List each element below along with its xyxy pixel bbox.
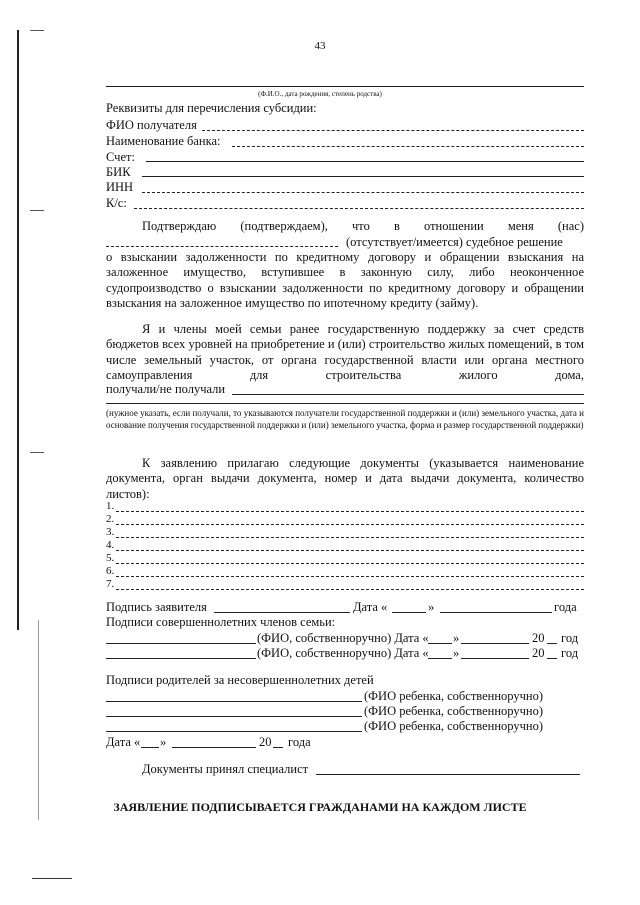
doc-number: 5. [106, 552, 115, 564]
child-fio-label-2: (ФИО ребенка, собственноручно) [364, 704, 544, 718]
bottom-date-label: Дата « [106, 735, 141, 749]
court-decision-field[interactable] [106, 246, 338, 247]
doc-line-2[interactable] [116, 524, 584, 525]
specialist-label: Документы принял специалист [142, 762, 309, 776]
header-fill-line [106, 86, 584, 87]
bank-label: Наименование банка: [106, 134, 221, 148]
doc-line-3[interactable] [116, 537, 584, 538]
bottom-date-close: » [160, 735, 167, 749]
para1-line2-suffix: (отсутствует/имеется) судебное решение [346, 235, 563, 249]
requisites-title: Реквизиты для перечисления субсидии: [106, 101, 317, 115]
ks-field[interactable] [134, 208, 584, 209]
adult-year-20-2: 20 [532, 646, 545, 660]
adult-year-label-1: год [561, 631, 579, 645]
date-label: Дата « [353, 600, 388, 614]
child-fio-label-1: (ФИО ребенка, собственноручно) [364, 689, 544, 703]
para1-line1: Подтверждаю (подтверждаем), что в отношении меня (нас) [142, 219, 584, 233]
date-day-field[interactable] [392, 612, 426, 613]
account-label: Счет: [106, 150, 135, 164]
inn-field[interactable] [142, 192, 584, 193]
scan-tick [30, 30, 44, 31]
adult-fio-label-2: (ФИО, собственноручно) Дата « [257, 646, 429, 660]
adult-date-month-2[interactable] [461, 658, 529, 659]
bik-label: БИК [106, 165, 131, 179]
applicant-sign-field[interactable] [214, 612, 350, 613]
fio-label: ФИО получателя [106, 118, 197, 132]
child-fio-label-3: (ФИО ребенка, собственноручно) [364, 719, 544, 733]
scan-binding-edge [17, 30, 19, 630]
page-number: 43 [314, 40, 326, 52]
adult-date-day-1[interactable] [428, 643, 452, 644]
adult-date-close-1: » [453, 631, 460, 645]
doc-line-7[interactable] [116, 589, 584, 590]
scan-binding-edge-faint [38, 620, 39, 820]
para2-text: Я и члены моей семьи ранее государственную поддержку за счет средств бюджетов всех уровней на приобретение и (или) строительство жилых помещений, в том числе земельный участок, от органа государственной власти или органа местного самоуправления для строительства жилого дома, [106, 322, 584, 382]
para3-text: К заявлению прилагаю следующие документы (указывается наименование документа, орган выдачи документа, номер и дата выдачи документа, количество листов): [106, 456, 584, 501]
adult-date-day-2[interactable] [428, 658, 452, 659]
doc-line-5[interactable] [116, 563, 584, 564]
date-close: » [428, 600, 435, 614]
adult-sign-field-1[interactable] [106, 643, 256, 644]
doc-number: 6. [106, 565, 115, 577]
adult-sign-field-2[interactable] [106, 658, 256, 659]
fio-field[interactable] [202, 130, 584, 131]
bottom-year-field[interactable] [273, 747, 283, 748]
support-note: (нужное указать, если получали, то указываются получатели государственной поддержки и (или) земельного участка, дата и основание получения государственной поддержки и (или) земельного участка, форма и размер государственной поддержки) [106, 408, 584, 430]
inn-label: ИНН [106, 180, 134, 194]
adult-date-month-1[interactable] [461, 643, 529, 644]
adult-fio-label-1: (ФИО, собственноручно) Дата « [257, 631, 429, 645]
support-field[interactable] [232, 394, 584, 395]
doc-number: 1. [106, 500, 115, 512]
para2-last: получали/не получали [106, 382, 226, 396]
doc-line-4[interactable] [116, 550, 584, 551]
bottom-year-label: года [288, 735, 311, 749]
applicant-sign-label: Подпись заявителя [106, 600, 207, 614]
doc-number: 3. [106, 526, 115, 538]
ks-label: К/с: [106, 196, 127, 210]
bottom-year-20: 20 [259, 735, 272, 749]
adult-year-field-1[interactable] [547, 643, 557, 644]
bank-field[interactable] [232, 146, 584, 147]
bik-field[interactable] [142, 176, 584, 177]
header-caption: (Ф.И.О., дата рождения, степень родства) [258, 90, 382, 98]
doc-number: 7. [106, 578, 115, 590]
support-field-2[interactable] [106, 403, 584, 404]
footer-notice: ЗАЯВЛЕНИЕ ПОДПИСЫВАЕТСЯ ГРАЖДАНАМИ НА КАЖДОМ ЛИСТЕ [113, 800, 527, 814]
parents-title: Подписи родителей за несовершеннолетних детей [106, 673, 374, 687]
adult-year-label-2: год [561, 646, 579, 660]
scan-foot-mark [32, 878, 72, 879]
adults-title: Подписи совершеннолетних членов семьи: [106, 615, 336, 629]
specialist-field[interactable] [316, 774, 580, 775]
child-sign-field-3[interactable] [106, 731, 362, 732]
doc-number: 4. [106, 539, 115, 551]
bottom-date-day[interactable] [141, 747, 159, 748]
adult-year-20-1: 20 [532, 631, 545, 645]
para1-rest: о взыскании задолженности по кредитному договору и обращении взыскания на заложенное имущество, вступившее в законную силу, либо неоконченное судопроизводство о взыскании задолженности по кредитному договору и обращении взыскания на заложенное имущество по ипотечному кредиту (займу). [106, 250, 584, 310]
bottom-date-month[interactable] [172, 747, 256, 748]
doc-line-1[interactable] [116, 511, 584, 512]
scan-tick [30, 210, 44, 211]
child-sign-field-1[interactable] [106, 701, 362, 702]
date-month-field[interactable] [440, 612, 552, 613]
doc-number: 2. [106, 513, 115, 525]
doc-line-6[interactable] [116, 576, 584, 577]
adult-year-field-2[interactable] [547, 658, 557, 659]
adult-date-close-2: » [453, 646, 460, 660]
child-sign-field-2[interactable] [106, 716, 362, 717]
scan-tick [30, 452, 44, 453]
year-label: года [554, 600, 577, 614]
account-field[interactable] [146, 161, 584, 162]
